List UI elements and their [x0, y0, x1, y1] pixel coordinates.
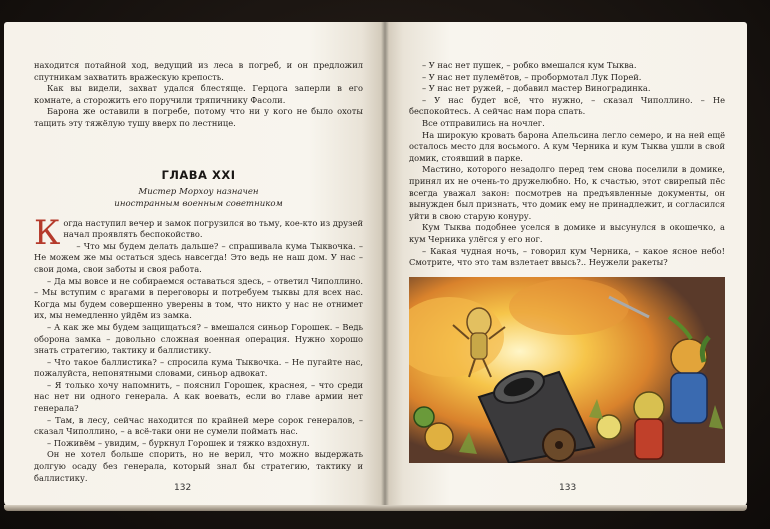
right-paragraph-1: – У нас нет пушек, – робко вмешался кум Тыква.	[422, 60, 637, 70]
right-paragraph-7: Мастино, которого незадолго перед тем снова поселили в домике, принял их не очень-то дружелюбно. Но, к счастью, этот свирепый пёс всегда уважал закон: посмотрев на предъявленные документы, он вынужден был признать, что домик ему не принадлежит, и согласился уйти в свою старую конуру.	[409, 164, 725, 221]
book-spine	[381, 22, 389, 507]
left-intro-paragraph-3: Барона же оставили в погребе, потому что ни у кого не было охоты тащить эту тяжёлую тушу вверх по лестнице.	[34, 106, 363, 128]
illustration	[409, 277, 725, 463]
left-paragraph-4: – Что такое баллистика? – спросила кума Тыквочка. – Не пугайте нас, пожалуйста, непонятными словами, синьор адвокат.	[34, 356, 363, 379]
first-paragraph-text: огда наступил вечер и замок погрузился во тьму, кое-кто из друзей начал проявлять беспокойство.	[63, 217, 363, 240]
chapter-number: ГЛАВА XXI	[161, 167, 236, 182]
chapter-subtitle	[34, 186, 363, 210]
left-page-number: 132	[174, 483, 192, 493]
left-body	[34, 212, 363, 485]
right-paragraph-4: – У нас будет всё, что нужно, – сказал Чиполлино. – Не беспокойтесь. А сейчас нам пора спать.	[409, 94, 725, 117]
left-first-paragraph	[34, 212, 363, 253]
left-intro-paragraph-1: находится потайной ход, ведущий из леса в погреб, и он предложил спутникам захватить вражескую крепость.	[34, 60, 363, 82]
right-paragraph-2: – У нас нет пулемётов, – пробормотал Лук Порей.	[422, 71, 642, 82]
chapter-subtitle-line-1: Мистер Морхоу назначен	[138, 186, 259, 197]
left-page	[4, 22, 385, 507]
cannon-illustration	[409, 277, 725, 463]
right-paragraph-6: На широкую кровать барона Апельсина легло семеро, и на ней ещё осталось место для восьмого. А кум Черника и кум Тыква ушли в свой домик, стоявший в парке.	[409, 129, 725, 163]
drop-cap: К	[34, 212, 61, 253]
left-paragraph-3: – А как же мы будем защищаться? – вмешался синьор Горошек. – Ведь оборона замка – довольно сложная военная операция. Нужно хорошо знать стратегию, тактику и баллистику.	[34, 321, 363, 356]
left-paragraph-7: – Поживём – увидим, – буркнул Горошек и тяжко вздохнул.	[47, 437, 310, 448]
left-paragraph-1: – Что мы будем делать дальше? – спрашивала кума Тыквочка. – Не можем же мы остаться здесь навсегда! Это ведь не наш дом. У нас – свои дома, свои заботы и своя работа.	[34, 240, 363, 274]
left-intro	[34, 60, 363, 130]
right-page	[385, 22, 747, 507]
left-paragraph-8: Он не хотел больше спорить, но не верил, что можно выдержать долгую осаду без генерала, который знал бы стратегию, тактику и баллистику.	[34, 449, 363, 483]
left-paragraph-2: – Да мы вовсе и не собираемся оставаться здесь, – ответил Чиполлино. – Мы вступим с врагами в переговоры и потребуем тыквы для всех нас. Когда мы будем совершенно уверены в том, что никто у нас не отнимет их, мы немедленно уйдём из замка.	[34, 275, 363, 321]
left-intro-paragraph-2: Как вы видели, захват удался блестяще. Герцога заперли в его комнате, а сторожить его поручили тряпичнику Фасоли.	[34, 83, 363, 105]
right-paragraph-5: Все отправились на ночлег.	[422, 117, 545, 128]
right-body	[409, 60, 725, 269]
chapter-heading	[34, 168, 363, 210]
right-page-number: 133	[559, 483, 577, 493]
right-paragraph-8: Кум Тыква подобнее уселся в домике и высунулся в окошечко, а кум Черника улёгся у его ног.	[409, 222, 725, 244]
left-paragraph-6: – Там, в лесу, сейчас находится по крайней мере сорок генералов, – сказал Чиполлино, – а всё-таки они не сумели поймать нас.	[34, 414, 363, 437]
right-paragraph-3: – У нас нет ружей, – добавил мастер Виноградинка.	[422, 83, 651, 94]
chapter-subtitle-line-2: иностранным военным советником	[114, 198, 283, 209]
page-edges	[4, 505, 747, 511]
left-paragraph-5: – Я только хочу напомнить, – пояснил Горошек, краснея, – что среди нас нет ни одного генерала. А как воевать, если во главе армии нет генерала?	[34, 379, 363, 414]
right-paragraph-9: – Какая чудная ночь, – говорил кум Черника, – какое ясное небо! Смотрите, что это там взлетает ввысь?.. Неужели ракеты?	[409, 245, 725, 268]
